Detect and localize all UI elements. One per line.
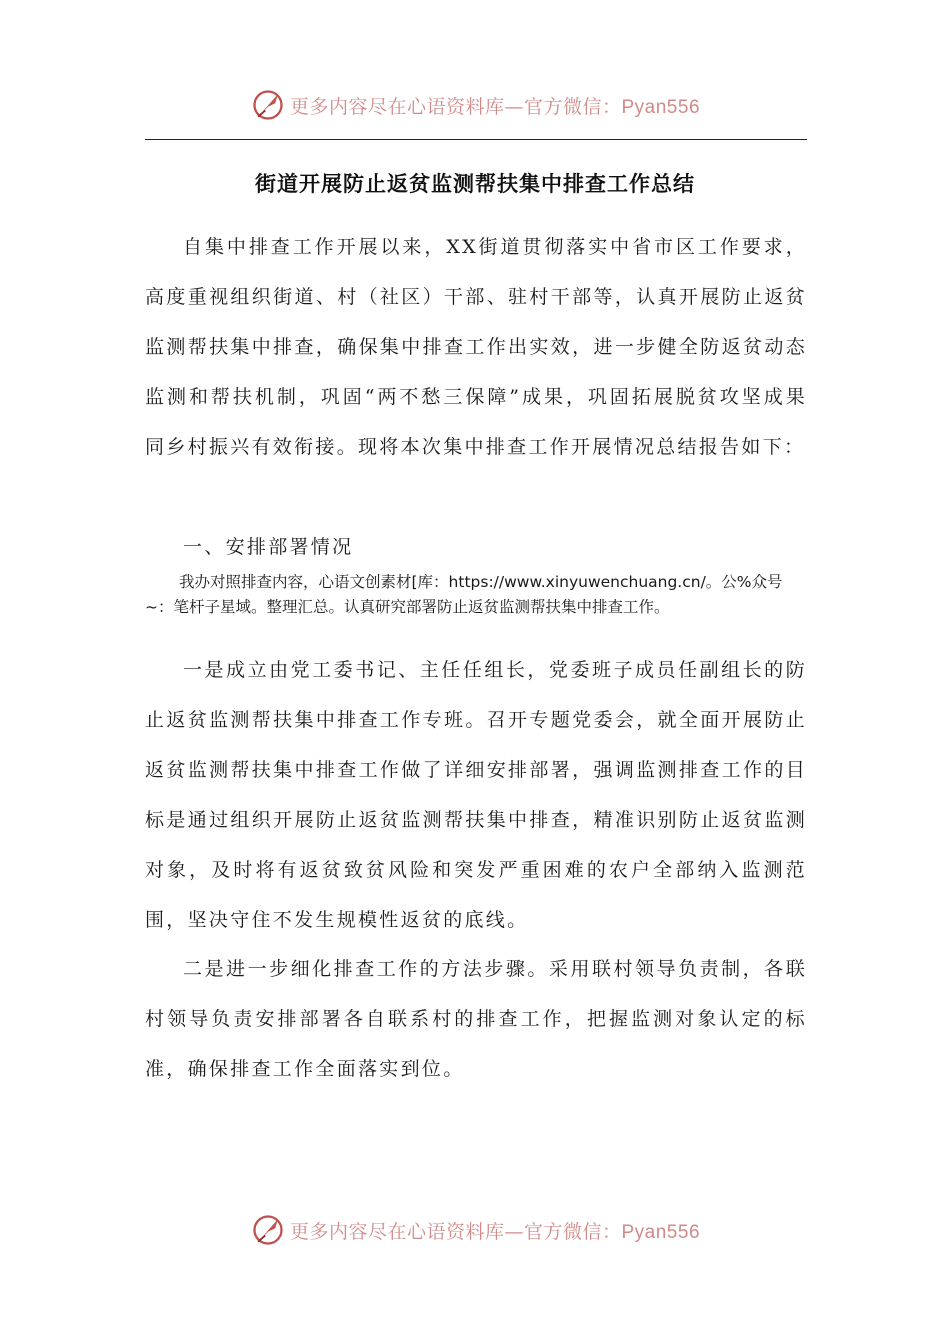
paragraph-second-measure: 二是进一步细化排查工作的方法步骤。采用联村领导负责制，各联村领导负责安排部署各自联系村的排查工作，把握监测对象认定的标准，确保排查工作全面落实到位。 [145,958,807,1080]
quill-pen-icon [250,1212,286,1248]
wechat-id: Pyan556 [621,1221,701,1243]
watermark-note: 我办对照排查内容，心语文创素材[库：https://www.xinyuwenchuang.cn/。公%众号~：笔杆子星域。整理汇总。认真研究部署防止返贫监测帮扶集中排查工作。 [145,573,783,616]
paragraph-intro: 自集中排查工作开展以来，XX街道贯彻落实中省市区工作要求，高度重视组织街道、村（社区）干部、驻村干部等，认真开展防止返贫监测帮扶集中排查，确保集中排查工作出实效，进一步健全防返贫动态监测和帮扶机制，巩固“两不愁三保障”成果，巩固拓展脱贫攻坚成果同乡村振兴有效衔接。现将本次集中排查工作开展情况总结报告如下： [145,236,807,458]
banner-text: 更多内容尽在心语资料库—官方微信：Pyan556 [289,1220,701,1243]
paragraph-first-measure: 一是成立由党工委书记、主任任组长，党委班子成员任副组长的防止返贫监测帮扶集中排查工作专班。召开专题党委会，就全面开展防止返贫监测帮扶集中排查工作做了详细安排部署，强调监测排查工作的目标是通过组织开展防止返贫监测帮扶集中排查，精准识别防止返贫监测对象，及时将有返贫致贫风险和突发严重困难的农户全部纳入监测范围，坚决守住不发生规模性返贫的底线。 [145,659,807,931]
section-heading-1: 一、安排部署情况 [183,536,354,558]
document-title: 街道开展防止返贫监测帮扶集中排查工作总结 [255,172,695,196]
footer-banner [0,1205,950,1255]
banner-text: 更多内容尽在心语资料库—官方微信：Pyan556 [289,95,701,118]
header-divider [145,139,807,140]
header-banner [0,80,950,130]
wechat-id: Pyan556 [621,96,701,118]
quill-pen-icon [250,87,286,123]
